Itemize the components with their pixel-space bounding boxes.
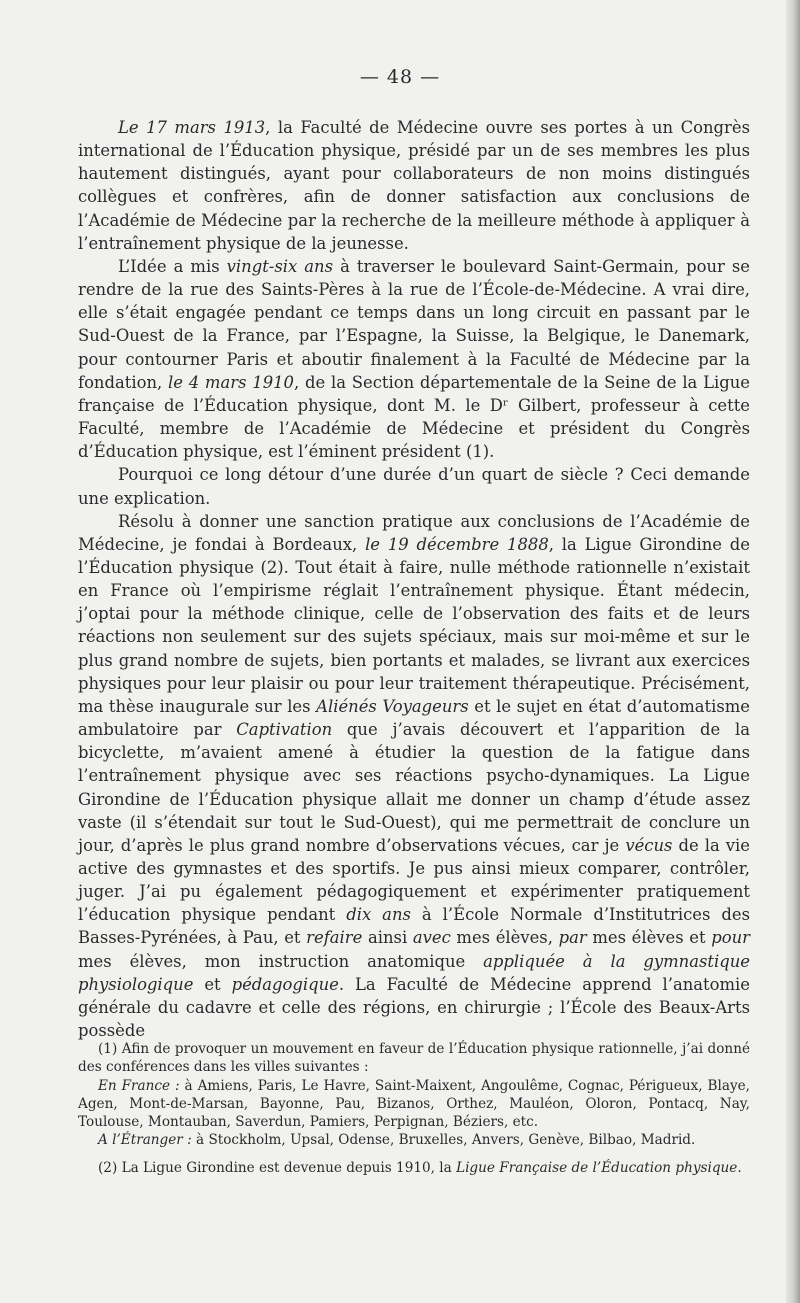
- italic-run: vécus: [625, 835, 673, 855]
- footnote: [78, 1159, 750, 1177]
- italic-run: Captivation: [236, 720, 333, 740]
- page-number: — 48 —: [359, 66, 441, 88]
- paragraph: [78, 116, 750, 255]
- paragraph: [78, 510, 750, 1043]
- main-text: [78, 116, 750, 1042]
- italic-run: A l’Étranger :: [98, 1132, 192, 1149]
- text-run: . La Faculté de Médecine apprend l’anatomie générale du cadavre et celle des régions, en chirurgie ; l’École des Beaux-Arts possède: [78, 974, 750, 1041]
- text-run: de la vie active des gymnastes et des sportifs. Je pus ainsi mieux comparer, contrôler, juger. J’ai pu également pédagogiquement et expérimenter pratiquement l’éducation physique pendant: [78, 835, 750, 925]
- footnote: [78, 1131, 750, 1149]
- italic-run: pédagogique: [231, 974, 339, 994]
- italic-run: vingt-six ans: [226, 256, 334, 276]
- footnote: [78, 1040, 750, 1077]
- text-run: que j’avais découvert et l’apparition de la bicyclette, m’avaient amené à étudier la question de la fatigue dans l’entraînement physique avec ses réactions psycho-dynamiques. La Ligue Girondine de l’Éducation physique allait me donner un champ d’étude assez vaste (il s’étendait sur tout le Sud-Ouest), qui me permettrait de conclure un jour, d’après le plus grand nombre d’observations vécues, car je: [78, 720, 750, 855]
- paragraph: [78, 255, 750, 463]
- italic-run: Aliénés Voyageurs: [316, 696, 469, 716]
- italic-run: refaire: [306, 928, 363, 948]
- paragraph: [78, 463, 750, 509]
- italic-run: par: [558, 928, 587, 948]
- footnotes: [78, 1040, 750, 1177]
- page-edge-shadow: [786, 0, 800, 1303]
- italic-run: le 4 mars 1910: [168, 372, 294, 392]
- text-run: à l’École Normale d’Institutrices des Basses-Pyrénées, à Pau, et: [78, 905, 750, 948]
- text-run: mes élèves et: [586, 928, 712, 948]
- text-run: et le sujet en état d’automatisme ambulatoire par: [78, 696, 750, 740]
- text-run: , de la Section départementale de la Seine de la Ligue française de l’Éducation physique, dont M. le Dʳ Gilbert, professeur à cette Faculté, membre de l’Académie de Médecine et président du Congrès d’Éducation physique, est l’éminent président (1).: [78, 372, 750, 462]
- text-run: , la Faculté de Médecine ouvre ses portes à un Congrès international de l’Éducation physique, présidé par un de ses membres les plus hautement distingués, ayant pour collaborateurs de non moins distingués collègues et confrères, afin de donner satisfaction aux conclusions de l’Académie de Médecine par la recherche de la meilleure méthode à appliquer à l’entraînement physique de la jeunesse.: [78, 118, 750, 253]
- text-run: à Amiens, Paris, Le Havre, Saint-Maixent, Angoulême, Cognac, Périgueux, Blaye, Agen, Mont-de-Marsan, Bayonne, Pau, Bizanos, Orthez, Mauléon, Oloron, Pontacq, Nay, Toulouse, Montauban, Saverdun, Pamiers, Perpignan, Béziers, etc.: [78, 1077, 750, 1131]
- italic-run: pour: [711, 928, 750, 948]
- text-run: (1) Afin de provoquer un mouvement en faveur de l’Éducation physique rationnelle, j’ai donné des conférences dans les villes suivantes :: [78, 1041, 750, 1076]
- italic-run: appliquée à la gymnastique physiologique: [78, 951, 750, 994]
- text-run: .: [737, 1159, 742, 1176]
- text-run: L’Idée a mis: [118, 256, 227, 276]
- text-run: Pourquoi ce long détour d’une durée d’un quart de siècle ? Ceci demande une explication.: [78, 465, 750, 508]
- text-run: à traverser le boulevard Saint-Germain, pour se rendre de la rue des Saints-Pères à la rue de l’École-de-Médecine. A vrai dire, elle s’était engagée pendant ce temps dans un long circuit en passant par le Sud-Ouest de la France, par l’Espagne, la Suisse, la Belgique, le Danemark, pour contourner Paris et aboutir finalement à la Faculté de Médecine par la fondation,: [78, 256, 750, 392]
- italic-run: Ligue Française de l’Éducation physique: [456, 1159, 738, 1176]
- italic-run: En France :: [98, 1077, 180, 1094]
- italic-run: Le 17 mars 1913: [118, 118, 266, 137]
- footnote: [78, 1077, 750, 1132]
- text-run: mes élèves, mon instruction anatomique: [78, 951, 484, 971]
- text-run: Résolu à donner une sanction pratique aux conclusions de l’Académie de Médecine, je fondai à Bordeaux,: [78, 511, 750, 554]
- italic-run: le 19 décembre 1888: [365, 534, 549, 554]
- text-run: et: [193, 974, 232, 994]
- italic-run: dix ans: [346, 905, 411, 925]
- text-run: mes élèves,: [450, 928, 559, 948]
- text-run: (2) La Ligue Girondine est devenue depuis 1910, la: [98, 1159, 457, 1176]
- text-run: , la Ligue Girondine de l’Éducation physique (2). Tout était à faire, nulle méthode rationnelle n’existait en France où l’empirisme réglait l’entraînement physique. Étant médecin, j’optai pour la méthode clinique, celle de l’observation des faits et de leurs réactions non seulement sur des sujets spéciaux, mais sur moi-même et sur le plus grand nombre de sujets, bien portants et malades, se livrant aux exercices physiques pour leur plaisir ou pour leur traitement thérapeutique. Précisément, ma thèse inaugurale sur les: [78, 534, 750, 716]
- text-run: ainsi: [362, 928, 413, 948]
- italic-run: avec: [412, 928, 451, 948]
- text-run: à Stockholm, Upsal, Odense, Bruxelles, Anvers, Genève, Bilbao, Madrid.: [191, 1132, 696, 1149]
